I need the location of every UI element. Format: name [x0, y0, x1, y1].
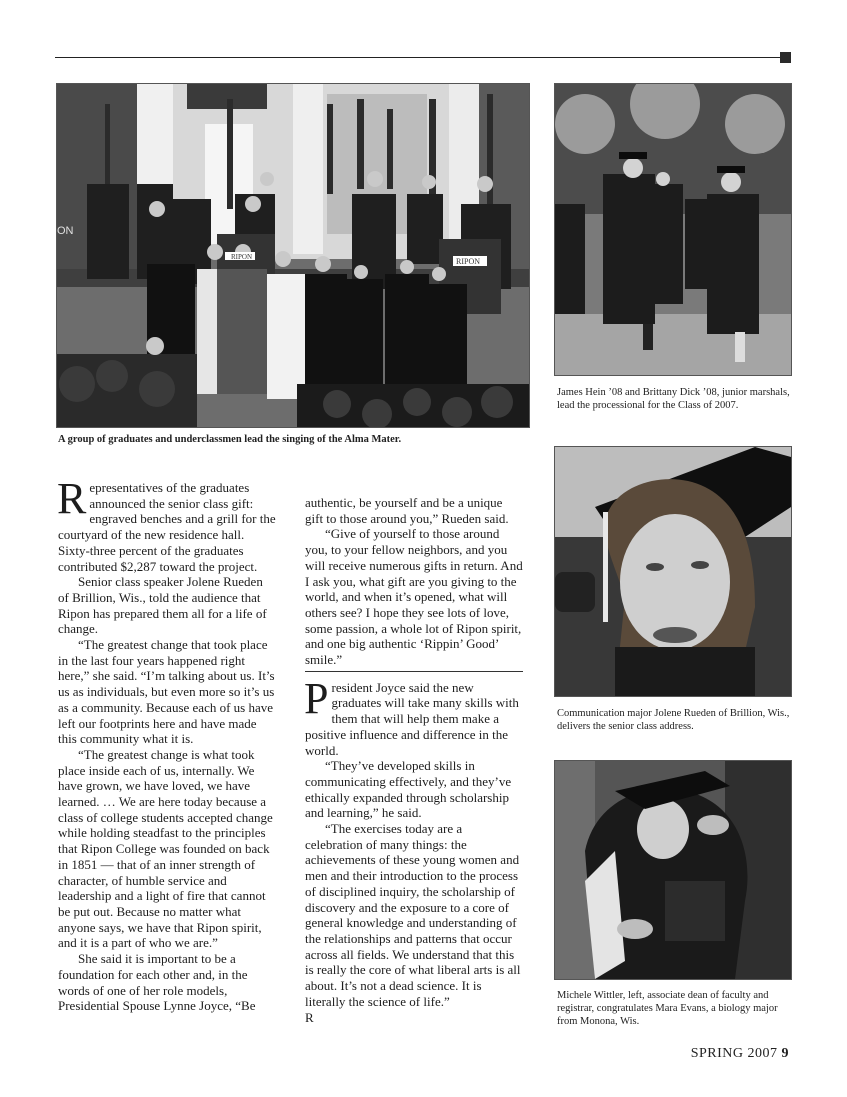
article-text: epresentatives of the graduates announced the senior class gift: engraved benches and a grill for the courtyard of the new residence hall. Sixty-three percent of the graduates contributed $2,287 toward the project.	[58, 480, 276, 574]
drop-cap: R	[57, 474, 87, 523]
article-paragraph: “Give of yourself to those around you, to your fellow neighbors, and you will receive numerous gifts in return. And I ask you, what gift are you giving to the world, and when it’s opened, what will others see? I hope they see lots of love, some passion, a whole lot of Ripon spirit, and one big authentic ‘Rippin’ Good’ smile.”	[305, 526, 523, 668]
photo-alma-mater	[56, 83, 530, 428]
issue-label: SPRING 2007	[690, 1046, 778, 1061]
caption-congratulations: Michele Wittler, left, associate dean of faculty and registrar, congratulates Mara Evans, a biology major from Monona, Wis.	[557, 990, 778, 1027]
article-column-2	[305, 495, 523, 1025]
podium-right-label: RIPON	[456, 257, 481, 266]
article-column-1	[57, 474, 276, 1014]
article-paragraph: She said it is important to be a foundation for each other and, in the words of one of her role models, Presidential Spouse Lynne Joyce, “Be	[58, 951, 256, 1014]
header-rule-marker	[780, 52, 791, 63]
drop-cap: P	[304, 673, 329, 723]
page-number: 9	[781, 1046, 789, 1061]
section-divider	[305, 671, 523, 672]
article-paragraph	[304, 673, 523, 759]
caption-processional: James Hein ’08 and Brittany Dick ’08, junior marshals, lead the processional for the Class of 2007.	[557, 387, 790, 411]
article-paragraph	[57, 474, 276, 574]
caption-speaker: Communication major Jolene Rueden of Brillion, Wis., delivers the senior class address.	[557, 708, 790, 732]
article-paragraph: “They’ve developed skills in communicating effectively, and they’ve ethically expanded through scholarship and learning,” he said.	[305, 758, 512, 821]
photo-processional	[554, 83, 792, 376]
wall-sign-label: ON	[57, 225, 74, 237]
caption-alma-mater: A group of graduates and underclassmen lead the singing of the Alma Mater.	[58, 434, 402, 445]
article-text: resident Joyce said the new graduates will take many skills with them that will help them make a positive influence and difference in the world.	[305, 679, 519, 758]
podium-left-label: RIPON	[231, 253, 253, 261]
end-mark: R	[305, 1009, 314, 1025]
photo-congratulations	[554, 760, 792, 980]
article-paragraph: “The greatest change is what took place inside each of us, internally. We have grown, we have loved, we have learned. … We are here today because a class of college students accepted change while holding steadfast to the principles that Ripon College was founded on back in 1851 — that of an inner strength of character, of humble service and leadership and a light of fire that cannot be put out. Because no matter what anyone says, we have that Ripon spirit, and it is a part of who we are.”	[58, 746, 273, 951]
photo-speaker	[554, 446, 792, 697]
page-footer	[691, 1046, 789, 1062]
article-paragraph: “The exercises today are a celebration of many things: the achievements of these young women and men and their introduction to the process of disciplined inquiry, the scholarship of discovery and the exposure to a core of general knowledge and understanding of the relationships and patterns that occur across all fields. We understand that this is really the core of what liberal arts is all about. It’s not a dead science. It is literally the science of life.”	[305, 821, 521, 1009]
article-paragraph: Senior class speaker Jolene Rueden of Brillion, Wis., told the audience that Ripon has prepared them all for a life of change.	[58, 574, 267, 637]
header-rule	[55, 57, 783, 58]
article-paragraph: authentic, be yourself and be a unique gift to those around you,” Rueden said.	[305, 495, 509, 526]
article-paragraph: “The greatest change that took place in the last four years happened right here,” she said. “I’m talking about us. It’s us as individuals, but even more so it’s us as a community. Because each of us have left our footprints here and have made this community what it is.	[58, 637, 275, 747]
